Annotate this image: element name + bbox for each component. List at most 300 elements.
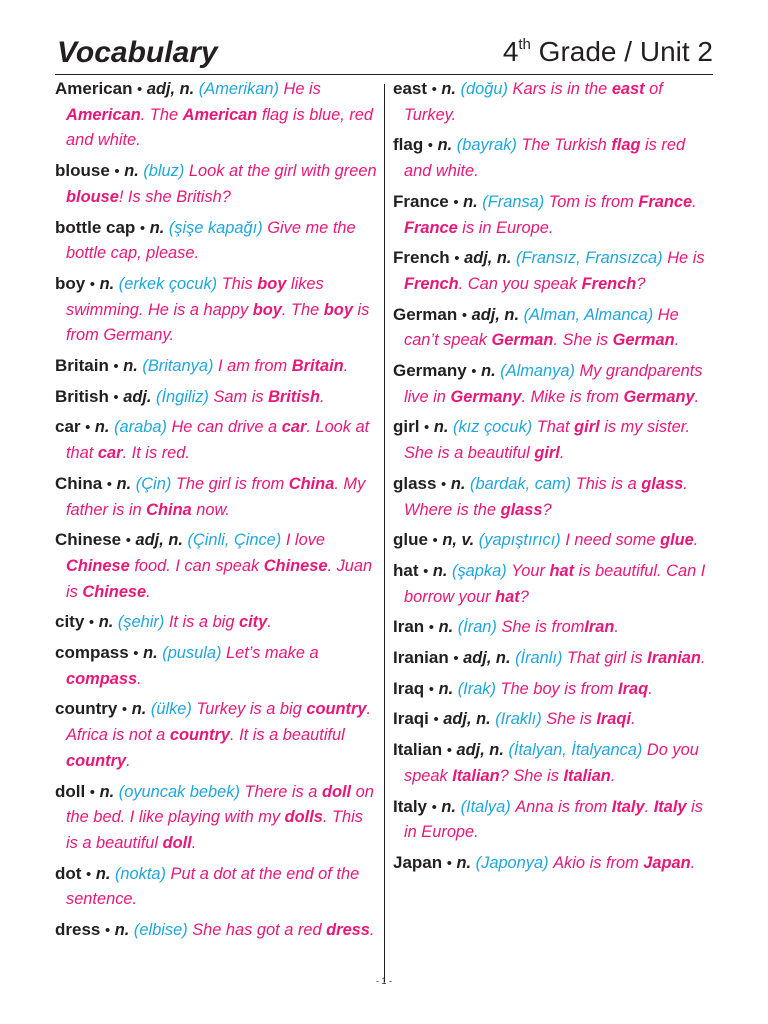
highlighted-word: country bbox=[169, 726, 230, 745]
part-of-speech: n, v. bbox=[442, 531, 475, 550]
highlighted-word: boy bbox=[252, 300, 282, 319]
vocab-word: Japan bbox=[393, 852, 443, 872]
vocab-word: Iran bbox=[393, 617, 425, 637]
highlighted-word: France bbox=[404, 218, 458, 237]
vocab-word: girl bbox=[393, 417, 420, 437]
vocab-entry bbox=[393, 706, 715, 733]
example-text: It is a big bbox=[168, 613, 239, 632]
part-of-speech: n. bbox=[441, 80, 456, 98]
vocab-word: Germany bbox=[393, 361, 467, 381]
bullet-icon: • bbox=[446, 854, 452, 872]
vocab-entry bbox=[55, 215, 377, 267]
example-text: He can drive a bbox=[171, 418, 282, 437]
highlighted-word: Germany bbox=[450, 387, 522, 406]
vocab-word: boy bbox=[55, 273, 86, 293]
vocab-word: Chinese bbox=[55, 530, 122, 550]
example-sentence bbox=[192, 921, 374, 939]
example-text: Tom is from bbox=[548, 192, 639, 211]
highlighted-word: hat bbox=[495, 587, 520, 606]
example-text: . bbox=[644, 797, 654, 816]
vocab-word: British bbox=[55, 386, 109, 406]
example-sentence bbox=[546, 710, 635, 728]
translation: (şişe kapağı) bbox=[168, 218, 263, 237]
example-text: is from Germany. bbox=[66, 300, 370, 345]
part-of-speech: n. bbox=[114, 921, 130, 940]
vocab-entry bbox=[393, 76, 715, 128]
highlighted-word: Germany bbox=[623, 387, 695, 406]
bullet-icon: • bbox=[121, 701, 128, 719]
vocab-word: French bbox=[393, 248, 450, 268]
example-text: Put a dot at the end of the sentence. bbox=[66, 864, 360, 909]
vocab-word: compass bbox=[55, 643, 129, 663]
vocab-word: east bbox=[393, 79, 428, 98]
vocab-word: hat bbox=[393, 560, 419, 580]
part-of-speech: adj, n. bbox=[471, 305, 519, 324]
highlighted-word: Chinese bbox=[263, 556, 328, 575]
bullet-icon: • bbox=[86, 865, 92, 883]
highlighted-word: Italy bbox=[653, 797, 687, 816]
highlighted-word: British bbox=[268, 387, 321, 406]
part-of-speech: n. bbox=[481, 362, 496, 381]
bullet-icon: • bbox=[427, 137, 434, 155]
translation: (İngiliz) bbox=[156, 387, 209, 406]
translation: (ülke) bbox=[150, 700, 192, 719]
highlighted-word: American bbox=[182, 105, 258, 124]
vocab-entry bbox=[393, 245, 715, 297]
vocab-entry bbox=[55, 158, 377, 210]
example-text: . She is bbox=[553, 331, 613, 350]
highlighted-word: French bbox=[404, 274, 459, 293]
grade-number: 4 bbox=[502, 36, 519, 67]
highlighted-word: China bbox=[288, 474, 335, 493]
vocab-word: Italy bbox=[393, 796, 428, 816]
vocab-entry bbox=[393, 189, 715, 241]
part-of-speech: adj, n. bbox=[456, 741, 504, 760]
vocab-entry bbox=[393, 358, 715, 410]
translation: (Fransız, Fransızca) bbox=[516, 249, 663, 268]
part-of-speech: adj, n. bbox=[443, 710, 491, 729]
highlighted-word: blouse bbox=[66, 187, 119, 206]
vocab-entry bbox=[55, 527, 377, 605]
example-text: That bbox=[536, 418, 575, 437]
highlighted-word: country bbox=[66, 751, 127, 770]
highlighted-word: city bbox=[239, 613, 268, 632]
bullet-icon: • bbox=[453, 650, 459, 668]
example-sentence bbox=[567, 649, 705, 667]
example-text: . bbox=[693, 531, 699, 550]
highlighted-word: car bbox=[97, 444, 123, 463]
example-text: . bbox=[267, 613, 272, 632]
example-text: is my sister. She is a beautiful bbox=[404, 418, 691, 463]
column-divider bbox=[384, 84, 385, 982]
translation: (şapka) bbox=[452, 561, 507, 580]
part-of-speech: n. bbox=[450, 474, 466, 493]
example-sentence bbox=[66, 418, 369, 462]
example-text: . Juan is bbox=[66, 556, 373, 601]
translation: (araba) bbox=[114, 418, 167, 437]
example-text: flag is blue, red and white. bbox=[66, 105, 374, 150]
part-of-speech: adj. bbox=[123, 387, 152, 406]
bullet-icon: • bbox=[446, 742, 452, 760]
highlighted-word: girl bbox=[534, 444, 560, 463]
translation: (Amerikan) bbox=[198, 80, 279, 98]
example-text: . bbox=[559, 444, 565, 463]
translation: (Italya) bbox=[460, 797, 511, 816]
example-text: . bbox=[343, 357, 349, 376]
part-of-speech: n. bbox=[456, 853, 472, 872]
example-text: . My father is in bbox=[66, 474, 366, 519]
translation: (doğu) bbox=[460, 80, 508, 98]
example-text: Your bbox=[511, 561, 550, 580]
highlighted-word: east bbox=[611, 80, 645, 98]
example-text: . bbox=[137, 669, 142, 688]
example-text: ? bbox=[519, 587, 529, 606]
bullet-icon: • bbox=[88, 614, 95, 632]
example-text: Anna is from bbox=[515, 797, 612, 816]
example-text: . Africa is not a bbox=[66, 700, 372, 745]
highlighted-word: country bbox=[306, 700, 367, 719]
part-of-speech: n. bbox=[123, 357, 138, 376]
highlighted-word: girl bbox=[574, 418, 600, 437]
bullet-icon: • bbox=[431, 81, 437, 98]
example-text: ? bbox=[542, 500, 552, 519]
bullet-icon: • bbox=[471, 363, 477, 381]
part-of-speech: n. bbox=[95, 864, 111, 883]
example-text: She has got a red bbox=[192, 921, 327, 940]
bullet-icon: • bbox=[431, 798, 437, 816]
vocab-entry bbox=[55, 353, 377, 380]
part-of-speech: n. bbox=[124, 162, 139, 181]
bullet-icon: • bbox=[441, 475, 447, 493]
part-of-speech: n. bbox=[437, 136, 453, 155]
part-of-speech: n. bbox=[438, 679, 454, 698]
bullet-icon: • bbox=[139, 219, 146, 237]
vocab-word: dress bbox=[55, 920, 101, 940]
part-of-speech: n. bbox=[98, 613, 114, 632]
highlighted-word: Iranian bbox=[647, 649, 701, 668]
example-text: Let’s make a bbox=[226, 644, 319, 663]
example-text: likes swimming. He is a happy bbox=[66, 274, 324, 319]
translation: (Almanya) bbox=[500, 362, 575, 381]
example-text: of Turkey. bbox=[404, 80, 663, 124]
example-text: . bbox=[692, 192, 697, 211]
part-of-speech: n. bbox=[463, 192, 478, 211]
highlighted-word: Italian bbox=[563, 766, 611, 785]
example-text: . bbox=[610, 766, 616, 785]
highlighted-word: Japan bbox=[643, 853, 691, 872]
part-of-speech: n. bbox=[131, 700, 147, 719]
vocab-entry bbox=[393, 414, 715, 466]
example-sentence bbox=[553, 854, 695, 872]
vocab-word: Iraq bbox=[393, 678, 425, 698]
vocab-entry bbox=[55, 271, 377, 349]
highlighted-word: German bbox=[491, 331, 554, 350]
example-text: . This is a beautiful bbox=[66, 808, 363, 852]
highlighted-word: hat bbox=[549, 561, 575, 580]
example-text: is red and white. bbox=[404, 136, 686, 181]
example-text: is in Europe. bbox=[404, 797, 703, 842]
part-of-speech: n. bbox=[99, 274, 115, 293]
grade-unit-text: Grade / Unit 2 bbox=[530, 36, 713, 67]
bullet-icon: • bbox=[428, 619, 435, 637]
example-text: . The bbox=[140, 105, 183, 124]
example-text: That girl is bbox=[566, 649, 648, 668]
vocab-entry bbox=[393, 645, 715, 672]
bullet-icon: • bbox=[454, 250, 460, 268]
page-header bbox=[55, 32, 713, 75]
example-text: . Can you speak bbox=[458, 274, 582, 293]
example-text: There is a bbox=[244, 782, 322, 801]
vocab-word: Britain bbox=[55, 356, 109, 376]
vocab-entry bbox=[55, 384, 377, 411]
part-of-speech: adj, n. bbox=[464, 249, 512, 268]
example-text: He is bbox=[667, 249, 705, 268]
bullet-icon: • bbox=[424, 419, 430, 437]
highlighted-word: American bbox=[66, 105, 141, 124]
highlighted-word: Britain bbox=[291, 357, 344, 376]
vocab-entry bbox=[55, 414, 377, 466]
example-sentence bbox=[213, 388, 324, 406]
vocab-word: France bbox=[393, 191, 449, 211]
example-text: . The bbox=[281, 300, 324, 319]
translation: (İranlı) bbox=[515, 649, 563, 668]
bullet-icon: • bbox=[461, 306, 468, 324]
page-title: Vocabulary bbox=[57, 36, 218, 69]
vocab-entry bbox=[393, 527, 715, 554]
translation: (erkek çocuk) bbox=[118, 274, 218, 293]
vocab-word: Iranian bbox=[393, 648, 449, 668]
translation: (İran) bbox=[457, 618, 497, 637]
example-text: is in Europe. bbox=[457, 218, 554, 237]
example-text: I need some bbox=[565, 531, 661, 550]
translation: (yapıştırıcı) bbox=[478, 531, 561, 550]
vocab-entry bbox=[393, 794, 715, 846]
vocab-entry bbox=[393, 676, 715, 703]
bullet-icon: • bbox=[106, 475, 113, 493]
bullet-icon: • bbox=[113, 358, 119, 376]
highlighted-word: Chinese bbox=[66, 556, 130, 575]
part-of-speech: n. bbox=[441, 797, 456, 816]
highlighted-word: doll bbox=[162, 833, 192, 852]
example-text: . bbox=[614, 618, 619, 637]
example-text: Look at the girl with green bbox=[188, 162, 377, 181]
vocab-entry bbox=[55, 640, 377, 692]
example-text: . bbox=[648, 679, 653, 698]
translation: (bluz) bbox=[143, 162, 185, 181]
grade-unit-label bbox=[503, 36, 713, 68]
vocab-word: city bbox=[55, 612, 85, 632]
vocab-word: Iraqi bbox=[393, 709, 429, 729]
example-text: on the bed. I like playing with my bbox=[66, 782, 374, 827]
translation: (nokta) bbox=[114, 864, 166, 883]
translation: (Çin) bbox=[135, 474, 172, 493]
example-text: . bbox=[126, 751, 131, 770]
grade-suffix: th bbox=[518, 35, 531, 53]
highlighted-word: Italian bbox=[452, 766, 500, 785]
highlighted-word: German bbox=[612, 331, 675, 350]
translation: (pusula) bbox=[162, 644, 222, 663]
bullet-icon: • bbox=[104, 922, 111, 940]
vocab-word: blouse bbox=[55, 161, 110, 181]
bullet-icon: • bbox=[113, 388, 119, 406]
example-text: . bbox=[700, 649, 706, 668]
example-text: He is bbox=[283, 80, 321, 98]
bullet-icon: • bbox=[125, 532, 131, 550]
example-text: . Where is the bbox=[404, 474, 688, 519]
example-text: The girl is from bbox=[175, 474, 289, 493]
part-of-speech: n. bbox=[432, 561, 448, 580]
example-text: . bbox=[191, 833, 197, 852]
vocab-word: country bbox=[55, 699, 118, 719]
vocab-word: flag bbox=[393, 135, 424, 155]
translation: (kız çocuk) bbox=[452, 418, 533, 437]
highlighted-word: doll bbox=[321, 782, 352, 801]
translation: (Britanya) bbox=[142, 357, 214, 376]
example-text: This bbox=[221, 274, 258, 293]
part-of-speech: n. bbox=[116, 474, 132, 493]
example-sentence bbox=[218, 357, 348, 375]
highlighted-word: glass bbox=[500, 500, 543, 519]
highlighted-word: Chinese bbox=[82, 582, 147, 601]
vocab-entry bbox=[55, 76, 377, 154]
vocab-word: Italian bbox=[393, 740, 443, 760]
bullet-icon: • bbox=[114, 163, 120, 181]
example-text: ? bbox=[636, 274, 646, 293]
vocab-word: German bbox=[393, 304, 458, 324]
part-of-speech: adj, n. bbox=[146, 80, 195, 98]
example-text: . bbox=[690, 853, 696, 872]
page-number: - 1 - bbox=[375, 976, 392, 986]
vocab-entry bbox=[55, 609, 377, 636]
translation: (şehir) bbox=[117, 613, 165, 632]
highlighted-word: Iran bbox=[584, 618, 615, 637]
example-text: . bbox=[146, 582, 151, 601]
highlighted-word: car bbox=[281, 418, 307, 437]
example-text: ? She is bbox=[499, 766, 564, 785]
example-text: ! Is she British? bbox=[118, 187, 231, 206]
translation: (elbise) bbox=[133, 921, 188, 940]
example-sentence bbox=[565, 531, 698, 549]
example-text: The Turkish bbox=[521, 136, 612, 155]
example-sentence bbox=[66, 162, 377, 206]
example-text: Turkey is a big bbox=[196, 700, 307, 719]
example-text: . It is red. bbox=[122, 444, 190, 463]
vocab-word: car bbox=[55, 417, 81, 437]
example-text: Do you speak bbox=[404, 741, 699, 785]
part-of-speech: n. bbox=[143, 644, 158, 663]
example-text: . bbox=[320, 387, 325, 406]
example-text: . bbox=[674, 331, 680, 350]
part-of-speech: n. bbox=[433, 418, 449, 437]
example-sentence bbox=[169, 613, 272, 631]
highlighted-word: compass bbox=[66, 669, 138, 688]
vocab-word: dot bbox=[55, 863, 82, 883]
bullet-icon: • bbox=[453, 193, 459, 211]
vocab-entry bbox=[55, 861, 377, 913]
translation: (Iraklı) bbox=[495, 710, 542, 729]
bullet-icon: • bbox=[85, 419, 91, 437]
example-text: The boy is from bbox=[500, 679, 619, 698]
example-sentence bbox=[501, 618, 619, 636]
example-text: . It is a beautiful bbox=[229, 726, 345, 745]
example-sentence bbox=[66, 865, 359, 909]
highlighted-word: boy bbox=[257, 274, 287, 293]
vocab-entry bbox=[393, 614, 715, 641]
example-text: . Look at that bbox=[66, 418, 370, 463]
vocab-entry bbox=[393, 558, 715, 610]
vocab-entry bbox=[393, 132, 715, 184]
vocab-column-right bbox=[393, 76, 715, 881]
translation: (Japonya) bbox=[475, 853, 549, 872]
translation: (oyuncak bebek) bbox=[118, 782, 240, 801]
example-text: . bbox=[630, 710, 636, 729]
vocab-word: China bbox=[55, 473, 103, 493]
vocab-entry bbox=[55, 471, 377, 523]
highlighted-word: French bbox=[581, 274, 637, 293]
part-of-speech: n. bbox=[149, 218, 165, 237]
example-text: Akio is from bbox=[553, 853, 644, 872]
part-of-speech: adj, n. bbox=[135, 531, 183, 550]
part-of-speech: n. bbox=[438, 618, 454, 637]
translation: (Irak) bbox=[457, 679, 496, 698]
vocab-entry bbox=[393, 302, 715, 354]
example-text: Give me the bottle cap, please. bbox=[66, 218, 356, 263]
bullet-icon: • bbox=[428, 680, 435, 698]
vocab-word: glue bbox=[393, 530, 428, 550]
example-sentence bbox=[404, 562, 705, 606]
highlighted-word: glue bbox=[660, 531, 694, 550]
example-text: He can’t speak bbox=[404, 305, 679, 350]
vocab-word: bottle cap bbox=[55, 217, 136, 237]
example-text: I love bbox=[285, 531, 326, 550]
vocab-entry bbox=[393, 471, 715, 523]
bullet-icon: • bbox=[133, 645, 139, 663]
example-text: food. I can speak bbox=[129, 556, 264, 575]
highlighted-word: flag bbox=[611, 136, 641, 155]
part-of-speech: n. bbox=[99, 782, 115, 801]
vocab-column-left bbox=[55, 76, 377, 948]
translation: (Alman, Almanca) bbox=[523, 305, 654, 324]
translation: (Fransa) bbox=[482, 192, 545, 211]
bullet-icon: • bbox=[433, 711, 439, 729]
vocab-entry bbox=[55, 696, 377, 774]
example-text: Kars is in the bbox=[512, 80, 612, 98]
example-text: She is bbox=[546, 710, 597, 729]
vocab-entry bbox=[55, 917, 377, 944]
highlighted-word: Iraq bbox=[618, 679, 649, 698]
example-text: is beautiful. Can I borrow your bbox=[404, 561, 706, 606]
example-sentence bbox=[501, 680, 653, 698]
example-text: . bbox=[369, 921, 375, 940]
example-text: Sam is bbox=[213, 387, 269, 406]
bullet-icon: • bbox=[423, 562, 429, 580]
translation: (bayrak) bbox=[456, 136, 517, 155]
example-text: now. bbox=[191, 500, 230, 519]
example-text: . Mike is from bbox=[521, 387, 624, 406]
highlighted-word: dress bbox=[326, 921, 370, 940]
example-text: This is a bbox=[575, 474, 642, 493]
vocab-entry bbox=[55, 779, 377, 857]
bullet-icon: • bbox=[432, 532, 438, 550]
vocab-word: American bbox=[55, 79, 133, 98]
translation: (Çinli, Çince) bbox=[187, 531, 282, 550]
translation: (bardak, cam) bbox=[470, 474, 572, 493]
example-text: She is from bbox=[501, 618, 585, 637]
highlighted-word: dolls bbox=[284, 808, 323, 827]
bullet-icon: • bbox=[137, 81, 143, 98]
bullet-icon: • bbox=[89, 275, 96, 293]
bullet-icon: • bbox=[89, 783, 96, 801]
